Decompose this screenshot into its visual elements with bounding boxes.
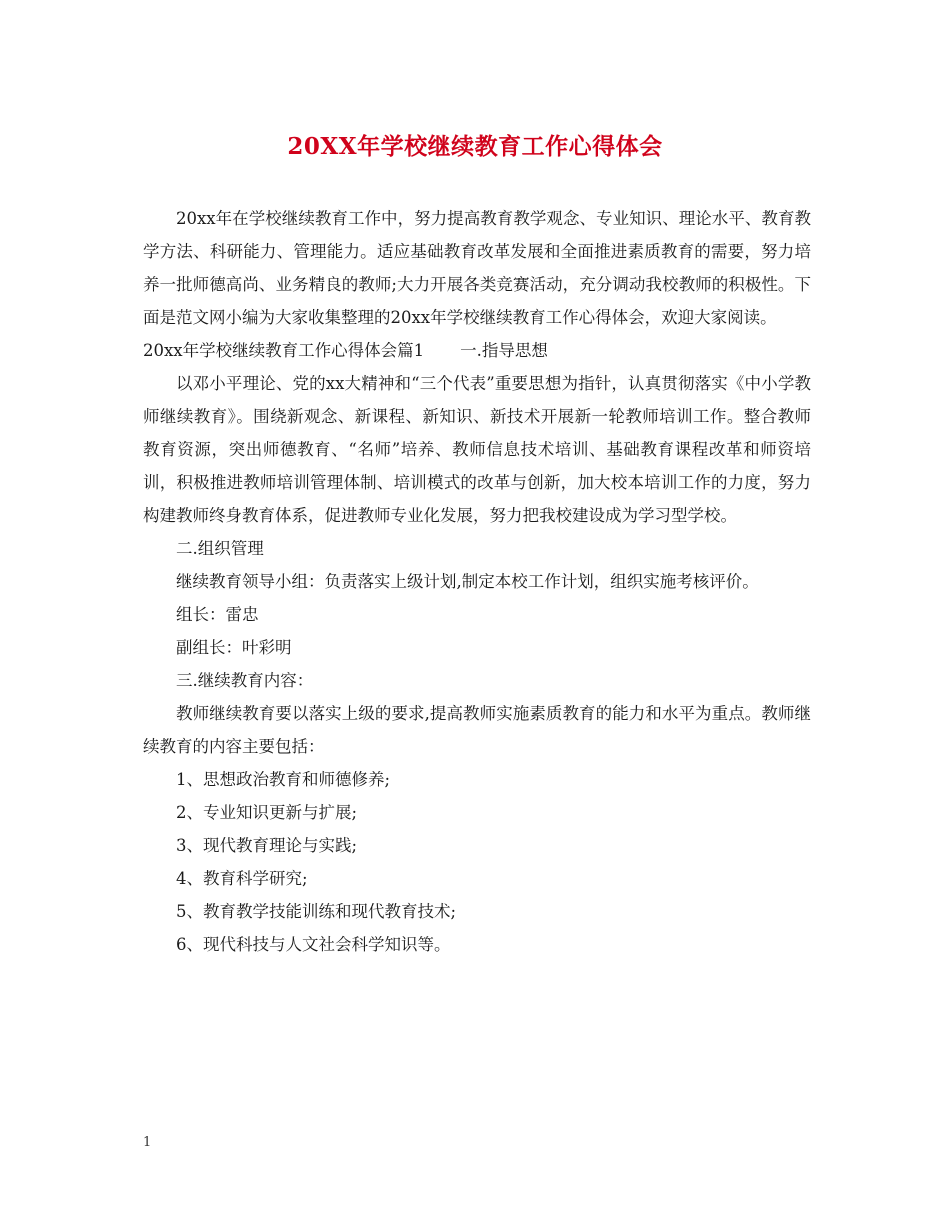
article-heading-line	[143, 334, 811, 367]
list-item: 1、思想政治教育和师德修养;	[176, 770, 391, 789]
list-item: 5、教育教学技能训练和现代教育技术;	[176, 902, 457, 921]
list-item: 2、专业知识更新与扩展;	[176, 803, 358, 822]
article-heading: 20xx年学校继续教育工作心得体会篇1	[143, 341, 425, 360]
list-item: 4、教育科学研究;	[176, 869, 308, 888]
list-item: 3、现代教育理论与实践;	[176, 836, 358, 855]
section1-paragraph: 以邓小平理论、党的xx大精神和“三个代表”重要思想为指针，认真贯彻落实《中小学教师继续教育》。围绕新观念、新课程、新知识、新技术开展新一轮教师培训工作。整合教师教育资源，突出师德教育、“名师”培养、教师信息技术培训、基础教育课程改革和师资培训，积极推进教师培训管理体制、培训模式的改革与创新，加大校本培训工作的力度，努力构建教师终身教育体系，促进教师专业化发展，努力把我校建设成为学习型学校。	[143, 374, 811, 525]
document-body	[143, 202, 811, 961]
leader-line: 组长：雷忠	[176, 605, 259, 624]
section2-paragraph: 继续教育领导小组：负责落实上级计划,制定本校工作计划，组织实施考核评价。	[176, 572, 759, 591]
section3-heading: 三.继续教育内容：	[176, 671, 314, 690]
list-item: 6、现代科技与人文社会科学知识等。	[176, 935, 451, 954]
intro-paragraph: 20xx年在学校继续教育工作中，努力提高教育教学观念、专业知识、理论水平、教育教学方法、科研能力、管理能力。适应基础教育改革发展和全面推进素质教育的需要，努力培养一批师德高尚、业务精良的教师;大力开展各类竞赛活动，充分调动我校教师的积极性。下面是范文网小编为大家收集整理的20xx年学校继续教育工作心得体会，欢迎大家阅读。	[143, 209, 811, 327]
section3-paragraph: 教师继续教育要以落实上级的要求,提高教师实施素质教育的能力和水平为重点。教师继续教育的内容主要包括：	[143, 704, 811, 756]
page-number: 1	[143, 1135, 152, 1150]
deputy-leader-line: 副组长：叶彩明	[176, 638, 292, 657]
section1-heading: 一.指导思想	[460, 341, 548, 360]
document-title: 20XX年学校继续教育工作心得体会	[287, 133, 663, 160]
section2-heading: 二.组织管理	[176, 539, 264, 558]
